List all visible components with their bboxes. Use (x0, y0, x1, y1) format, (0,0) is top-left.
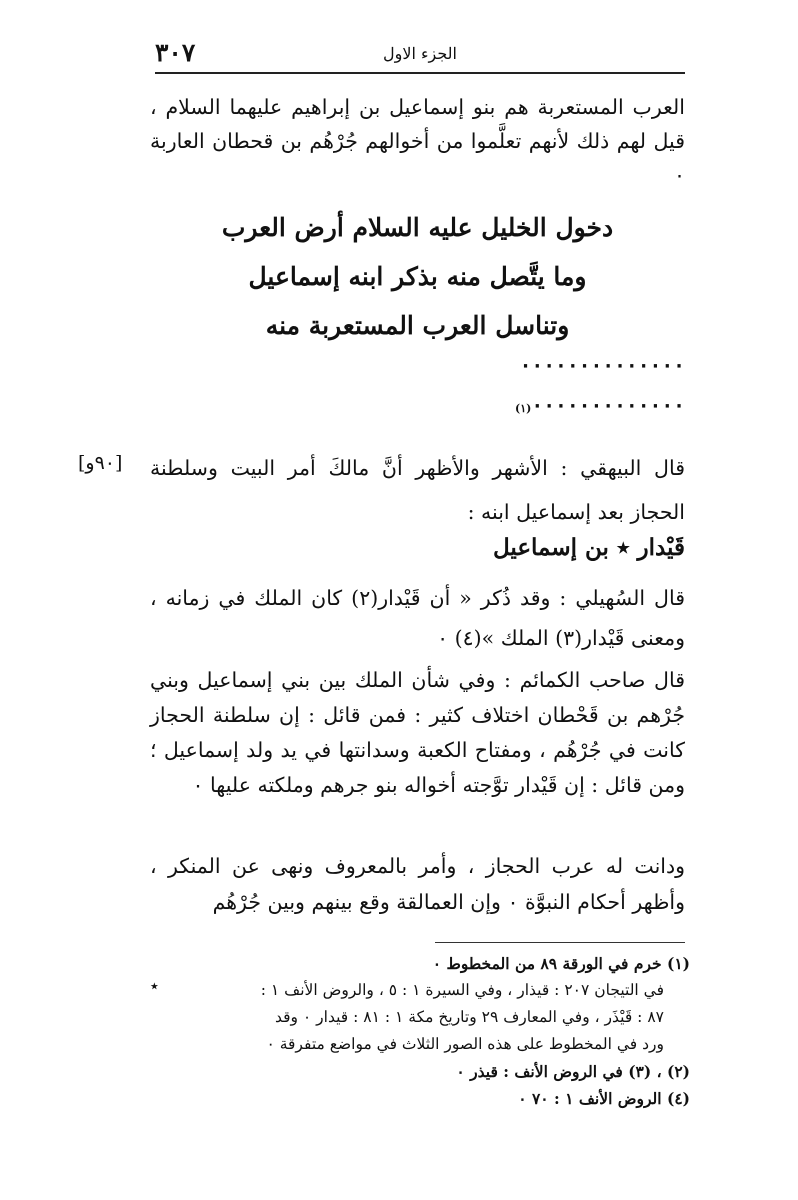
page-number: ٣٠٧ (155, 38, 196, 67)
paragraph-suhayli: قال السُهيلي : وقد ذُكر « أن قَيْدار(٢) كان الملك في زمانه ، ومعنى قَيْدار(٣) الملك »(٤) ٠ (150, 586, 685, 650)
paragraph-danat: ودانت له عرب الحجاز ، وأمر بالمعروف ونهى عن المنكر ، وأظهر أحكام النبوَّة ٠ وإن العمالقة وقع بينهم وبين جُرْهُم (150, 854, 685, 914)
star-footnote-marker: ٭ (150, 976, 159, 995)
footnote-star-line-2: ٨٧ : قَيْذَر ، وفي المعارف ٢٩ وتاريخ مكة ١ : ٨١ : قيدار ٠ وقد (274, 1008, 664, 1026)
footnotes (150, 950, 690, 1112)
section-heading-line-3: وتناسل العرب المستعربة منه (265, 311, 570, 340)
margin-folio-note: [٩٠و] (78, 452, 123, 474)
footnote-1: (١) خرم في الورقة ٨٩ من المخطوط ٠ (432, 954, 690, 973)
volume-title: الجزء الاول (382, 44, 457, 63)
footnote-separator (435, 942, 685, 943)
paragraph-intro: العرب المستعربة هم بنو إسماعيل بن إبراهيم عليهما السلام ، قيل لهم ذلك لأنهم تعلَّموا من أخوالهم جُرْهُم بن قحطان العاربة ٠ (150, 95, 685, 187)
footnote-marker-1: (١) (515, 402, 532, 415)
footnote-4: (٤) الروض الأنف ١ : ٧٠ ٠ (518, 1089, 690, 1108)
section-heading-line-1: دخول الخليل عليه السلام أرض العرب (221, 213, 614, 242)
subheading-qaydar: قَيْدار ٭ بن إسماعيل (492, 534, 685, 561)
footnote-2-3: (٢) ، (٣) في الروض الأنف : قيذر ٠ (456, 1062, 690, 1081)
ellipsis-dots: ٠٠٠٠٠٠٠٠٠٠٠٠٠ (531, 392, 685, 418)
footnote-star-line-1: في التيجان ٢٠٧ : قيذار ، وفي السيرة ١ : ٥ ، والروض الأنف ١ : (260, 981, 664, 999)
page-header (155, 36, 685, 74)
paragraph-kamaim: قال صاحب الكمائم : وفي شأن الملك بين بني إسماعيل وبني جُرْهم بن قَحْطان اختلاف كثير : فمن قائل : إن سلطنة الحجاز كانت في جُرْهُم ، ومفتاح الكعبة وسدانتها في يد ولد إسماعيل ؛ ومن قائل : إن قَيْدار توَّجته أخواله بنو جرهم وملكته عليها ٠ (150, 668, 685, 797)
paragraph-bayhaqi: قال البيهقي : الأشهر والأظهر أنَّ مالكَ أمر البيت وسلطنة الحجاز بعد إسماعيل ابنه : (150, 456, 685, 524)
section-heading-line-2: وما يتَّصل منه بذكر ابنه إسماعيل (248, 262, 587, 291)
ellipsis-row-2 (150, 392, 685, 418)
footnote-star-line-3: ورد في المخطوط على هذه الصور الثلاث في مواضع متفرقة ٠ (266, 1035, 664, 1053)
ellipsis-row-1: ٠٠٠٠٠٠٠٠٠٠٠٠٠٠ (519, 352, 685, 378)
